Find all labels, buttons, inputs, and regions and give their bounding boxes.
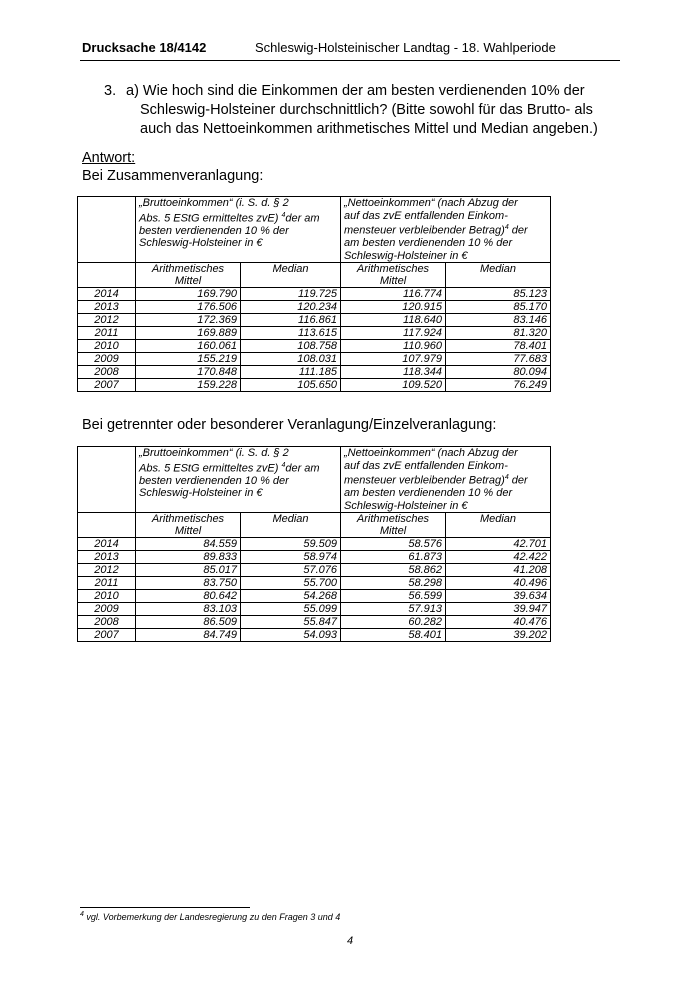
brutto-mean-cell: 83.750	[136, 577, 241, 590]
brutto-median-cell: 54.093	[241, 629, 341, 642]
brutto-mean-cell: 86.509	[136, 616, 241, 629]
brutto-mean-header: Arithmetisches Mittel	[136, 263, 241, 288]
brutto-header: „Bruttoeinkommen“ (i. S. d. § 2 Abs. 5 EStG ermitteltes zvE) $^4$der am besten verdienenden 10 % der Schleswig-Holsteiner in €	[136, 447, 341, 513]
year-cell: 2010	[78, 340, 136, 353]
brutto-mean-header: Arithmetisches Mittel	[136, 513, 241, 538]
netto-mean-cell: 60.282	[341, 616, 446, 629]
netto-median-cell: 83.146	[446, 314, 551, 327]
brutto-median-cell: 108.758	[241, 340, 341, 353]
year-cell: 2008	[78, 366, 136, 379]
brutto-mean-cell: 176.506	[136, 301, 241, 314]
netto-mean-cell: 110.960	[341, 340, 446, 353]
netto-median-cell: 41.208	[446, 564, 551, 577]
year-cell: 2013	[78, 301, 136, 314]
netto-mean-header: Arithmetisches Mittel	[341, 513, 446, 538]
netto-mean-cell: 109.520	[341, 379, 446, 392]
brutto-mean-cell: 170.848	[136, 366, 241, 379]
netto-median-cell: 40.496	[446, 577, 551, 590]
brutto-header: „Bruttoeinkommen“ (i. S. d. § 2 Abs. 5 EStG ermitteltes zvE) $^4$der am besten verdienenden 10 % der Schleswig-Holsteiner in €	[136, 197, 341, 263]
table-row	[78, 616, 551, 629]
netto-median-cell: 78.401	[446, 340, 551, 353]
netto-mean-cell: 57.913	[341, 603, 446, 616]
year-cell: 2014	[78, 538, 136, 551]
table-row	[78, 538, 551, 551]
netto-mean-cell: 118.344	[341, 366, 446, 379]
netto-mean-cell: 56.599	[341, 590, 446, 603]
table-row	[78, 629, 551, 642]
year-cell: 2009	[78, 353, 136, 366]
question-text	[126, 82, 616, 139]
netto-mean-cell: 61.873	[341, 551, 446, 564]
table-row	[78, 340, 551, 353]
brutto-median-cell: 55.099	[241, 603, 341, 616]
netto-median-cell: 39.202	[446, 629, 551, 642]
question-line1: a) Wie hoch sind die Einkommen der am besten verdienenden 10% der	[126, 83, 585, 99]
corner-cell	[78, 263, 136, 288]
netto-mean-cell: 58.401	[341, 629, 446, 642]
brutto-median-header: Median	[241, 263, 341, 288]
netto-median-cell: 85.170	[446, 301, 551, 314]
brutto-median-cell: 55.847	[241, 616, 341, 629]
brutto-median-cell: 108.031	[241, 353, 341, 366]
netto-header: „Nettoeinkommen“ (nach Abzug der auf das zvE entfallenden Einkom- mensteuer verbleibender Betrag)$^4$ der am besten verdienenden 10 % der Schleswig-Holsteiner in €	[341, 447, 551, 513]
year-cell: 2009	[78, 603, 136, 616]
year-cell: 2012	[78, 564, 136, 577]
footnote-marker: 4	[80, 911, 84, 918]
table-row	[78, 564, 551, 577]
year-cell: 2013	[78, 551, 136, 564]
brutto-mean-cell: 84.749	[136, 629, 241, 642]
brutto-mean-cell: 160.061	[136, 340, 241, 353]
netto-median-cell: 81.320	[446, 327, 551, 340]
netto-median-cell: 39.634	[446, 590, 551, 603]
brutto-median-cell: 54.268	[241, 590, 341, 603]
footnote	[80, 911, 340, 922]
table-row	[78, 366, 551, 379]
table-row	[78, 551, 551, 564]
brutto-mean-cell: 172.369	[136, 314, 241, 327]
netto-mean-cell: 58.298	[341, 577, 446, 590]
netto-mean-cell: 107.979	[341, 353, 446, 366]
footnote-text: vgl. Vorbemerkung der Landesregierung zu den Fragen 3 und 4	[86, 912, 341, 922]
netto-median-header: Median	[446, 513, 551, 538]
answer-label: Antwort:	[82, 150, 136, 166]
corner-cell	[78, 513, 136, 538]
parliament-title: Schleswig-Holsteinischer Landtag - 18. Wahlperiode	[255, 40, 556, 55]
table-row	[78, 603, 551, 616]
brutto-median-cell: 111.185	[241, 366, 341, 379]
netto-mean-cell: 58.576	[341, 538, 446, 551]
brutto-mean-cell: 83.103	[136, 603, 241, 616]
table-row	[78, 379, 551, 392]
table-row	[78, 327, 551, 340]
question-number: 3.	[104, 83, 117, 99]
table-row	[78, 314, 551, 327]
page-number: 4	[346, 935, 354, 947]
netto-median-cell: 42.422	[446, 551, 551, 564]
brutto-median-cell: 55.700	[241, 577, 341, 590]
year-cell: 2010	[78, 590, 136, 603]
netto-median-header: Median	[446, 263, 551, 288]
table-row	[78, 288, 551, 301]
brutto-mean-cell: 80.642	[136, 590, 241, 603]
netto-median-cell: 42.701	[446, 538, 551, 551]
table-row	[78, 301, 551, 314]
corner-cell	[78, 197, 136, 263]
netto-mean-header: Arithmetisches Mittel	[341, 263, 446, 288]
brutto-mean-cell: 169.889	[136, 327, 241, 340]
brutto-median-cell: 57.076	[241, 564, 341, 577]
year-cell: 2014	[78, 288, 136, 301]
corner-cell	[78, 447, 136, 513]
section2-title: Bei getrennter oder besonderer Veranlagung/Einzelveranlagung:	[82, 417, 497, 433]
brutto-median-cell: 58.974	[241, 551, 341, 564]
brutto-mean-cell: 169.790	[136, 288, 241, 301]
netto-median-cell: 39.947	[446, 603, 551, 616]
table-row	[78, 577, 551, 590]
brutto-mean-cell: 85.017	[136, 564, 241, 577]
question-rest: Schleswig-Holsteiner durchschnittlich? (Bitte sowohl für das Brutto- als auch das Nettoeinkommen arithmetisches Mittel und Median angeben.)	[140, 102, 598, 137]
page-header	[80, 38, 620, 61]
brutto-median-cell: 59.509	[241, 538, 341, 551]
netto-median-cell: 80.094	[446, 366, 551, 379]
table-zusammenveranlagung	[77, 196, 551, 392]
netto-median-cell: 40.476	[446, 616, 551, 629]
brutto-median-header: Median	[241, 513, 341, 538]
year-cell: 2008	[78, 616, 136, 629]
netto-mean-cell: 58.862	[341, 564, 446, 577]
netto-median-cell: 85.123	[446, 288, 551, 301]
netto-mean-cell: 120.915	[341, 301, 446, 314]
year-cell: 2011	[78, 327, 136, 340]
netto-header: „Nettoeinkommen“ (nach Abzug der auf das zvE entfallenden Einkom- mensteuer verbleibender Betrag)$^4$ der am besten verdienenden 10 % der Schleswig-Holsteiner in €	[341, 197, 551, 263]
footnote-rule	[80, 907, 250, 908]
brutto-mean-cell: 155.219	[136, 353, 241, 366]
table-einzelveranlagung	[77, 446, 551, 642]
netto-mean-cell: 118.640	[341, 314, 446, 327]
table-row	[78, 353, 551, 366]
document-number: Drucksache 18/4142	[82, 40, 207, 55]
brutto-median-cell: 120.234	[241, 301, 341, 314]
section1-title: Bei Zusammenveranlagung:	[82, 168, 264, 184]
brutto-median-cell: 105.650	[241, 379, 341, 392]
brutto-median-cell: 119.725	[241, 288, 341, 301]
netto-mean-cell: 117.924	[341, 327, 446, 340]
brutto-mean-cell: 84.559	[136, 538, 241, 551]
year-cell: 2007	[78, 629, 136, 642]
brutto-mean-cell: 89.833	[136, 551, 241, 564]
netto-median-cell: 77.683	[446, 353, 551, 366]
table-row	[78, 590, 551, 603]
brutto-median-cell: 116.861	[241, 314, 341, 327]
year-cell: 2007	[78, 379, 136, 392]
netto-median-cell: 76.249	[446, 379, 551, 392]
year-cell: 2011	[78, 577, 136, 590]
brutto-median-cell: 113.615	[241, 327, 341, 340]
year-cell: 2012	[78, 314, 136, 327]
brutto-mean-cell: 159.228	[136, 379, 241, 392]
netto-mean-cell: 116.774	[341, 288, 446, 301]
